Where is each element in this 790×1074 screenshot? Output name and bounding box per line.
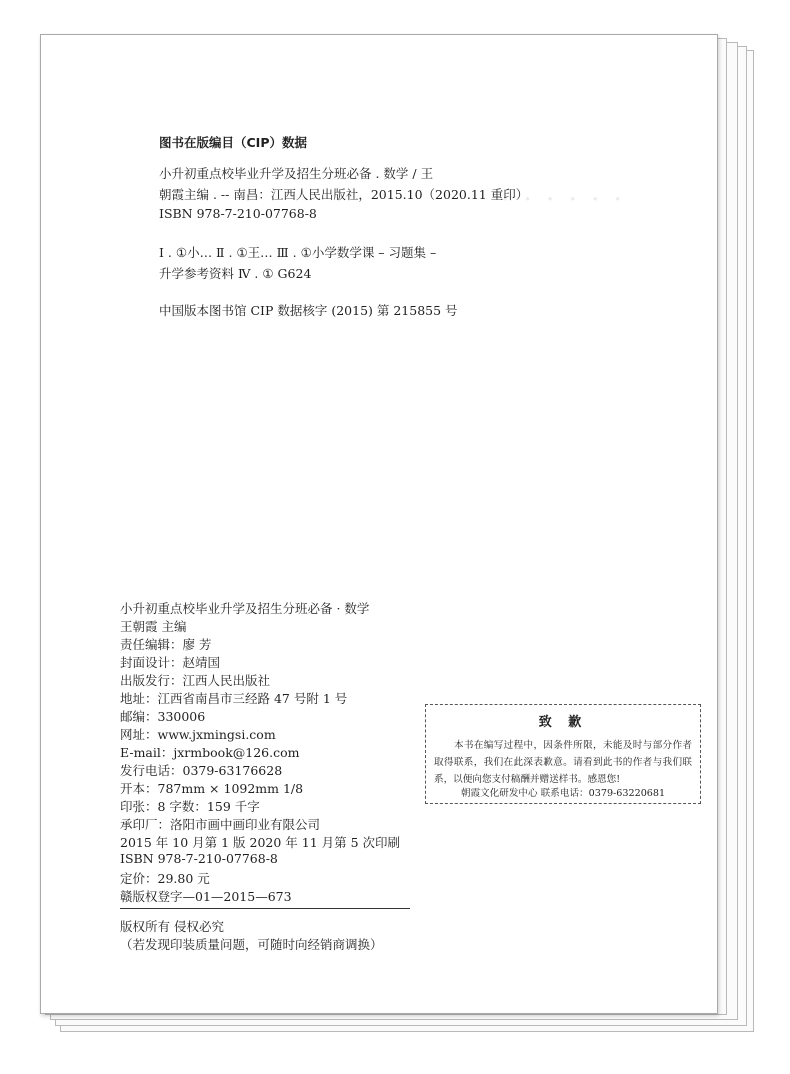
printer: 承印厂：洛阳市画中画印业有限公司 — [120, 817, 321, 832]
apology-body: 本书在编写过程中，因条件所限，未能及时与部分作者取得联系，我们在此深表歉意。请看到此书的作者与我们联系，以便向您支付稿酬并赠送样书。感恩您! — [434, 740, 692, 785]
registration-number: 赣版权登字—01—2015—673 — [120, 889, 292, 904]
postcode: 邮编：330006 — [120, 709, 206, 724]
cip-title-line-1: 小升初重点校毕业升学及招生分班必备 . 数学 / 王 — [159, 166, 434, 181]
website: 网址：www.jxmingsi.com — [120, 727, 276, 742]
colophon-isbn: ISBN 978-7-210-07768-8 — [120, 851, 278, 866]
apology-notice-box — [425, 704, 701, 804]
cip-number: 中国版本图书馆 CIP 数据核字 (2015) 第 215855 号 — [159, 303, 458, 318]
email: E-mail：jxrmbook@126.com — [120, 745, 300, 760]
sheets-and-words: 印张：8 字数：159 千字 — [120, 799, 260, 814]
apology-title: 致 歉 — [538, 715, 588, 730]
phone: 发行电话：0379-63176628 — [120, 763, 283, 778]
responsible-editor: 责任编辑：廖 芳 — [120, 637, 212, 652]
edition: 2015 年 10 月第 1 版 2020 年 11 月第 5 次印刷 — [120, 835, 401, 850]
cip-title-line-2: 朝霞主编 . -- 南昌：江西人民出版社，2015.10（2020.11 重印） — [159, 187, 529, 202]
copyright-notice: 版权所有 侵权必究 — [120, 919, 224, 934]
book-title: 小升初重点校毕业升学及招生分班必备 · 数学 — [120, 601, 370, 616]
show-through-text: · · · · · · — [501, 185, 625, 215]
price: 定价：29.80 元 — [120, 871, 210, 886]
publisher: 出版发行：江西人民出版社 — [120, 673, 271, 688]
cip-subject-line-1: Ⅰ . ①小… Ⅱ . ①王… Ⅲ . ①小学数学课 – 习题集 – — [159, 245, 437, 260]
cip-heading: 图书在版编目（CIP）数据 — [159, 135, 307, 150]
address: 地址：江西省南昌市三经路 47 号附 1 号 — [120, 691, 348, 706]
format: 开本：787mm × 1092mm 1/8 — [120, 781, 304, 796]
cover-design: 封面设计：赵靖国 — [120, 655, 221, 670]
quality-note: （若发现印装质量问题，可随时向经销商调换） — [120, 937, 383, 952]
editor: 王朝霞 主编 — [120, 619, 187, 634]
cip-isbn: ISBN 978-7-210-07768-8 — [159, 206, 317, 221]
cip-subject-line-2: 升学参考资料 Ⅳ . ① G624 — [159, 266, 312, 281]
apology-contact: 朝霞文化研发中心 联系电话：0379-63220681 — [460, 788, 666, 799]
copyright-page — [40, 34, 718, 1014]
colophon-divider — [120, 908, 410, 909]
